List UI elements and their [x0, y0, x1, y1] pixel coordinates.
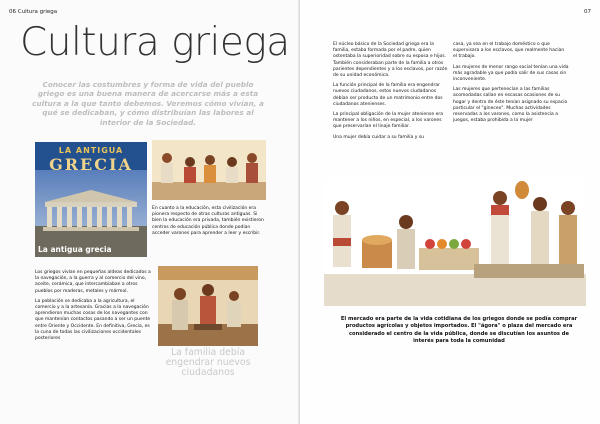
market-scene-image	[324, 178, 586, 306]
book-image-caption: La antigua grecia	[38, 245, 112, 254]
family-column-1	[333, 42, 449, 145]
family-scene-image	[158, 266, 258, 346]
woman-duty-paragraph: Una mujer debía cuidar a su familia y su	[333, 134, 425, 140]
family-illustration	[158, 266, 258, 346]
intro-paragraph: Conocer las costumbres y forma de vida del pueblo griego es una buena manera de acercarse más a esta cultura a la que tanto debemos. Veremos cómo vivían, a qué se dedicaban, y cómo distribuían las labores al interior de la Sociedad.	[32, 80, 264, 127]
family-function-paragraph: La función principal de la familia era engendrar nuevos ciudadanos, estos nuevos ciudadanos debían ser producto de un matrimonio entre dos ciudadanos atenienses.	[333, 83, 443, 107]
right-page	[300, 0, 600, 424]
housework-paragraph: casa, ya sea en el trabajo doméstico o que supervisara a los esclavos, que realmente hacían el trabajo.	[453, 42, 565, 60]
right-page-number: 07	[584, 9, 591, 15]
wealthy-women-paragraph: Las mujeres que pertenecían a las familias acomodadas salían en escasas ocasiones de su hogar y dentro de éste tenían asignado su espacio particular el "gineceo". Muchas actividades reservadas a los varones, como la asistencia a juegos, estaba prohibida a la mujer	[453, 87, 568, 124]
woman-obligation-paragraph: La principal obligación de la mujer ateniense era mantener a los niños, en especial, a los varones que preservarían el linaje familiar.	[333, 112, 443, 130]
villages-paragraph: Los griegos vivían en pequeñas aldeas dedicados a la navegación, a la guerra y al comercio del vino, aceite, cerámica, que intercambiaban a otros pueblos por maderas, metales y mármol.	[35, 270, 151, 294]
education-paragraph: En cuanto a la educación, esta civilización era pionera respecto de otras culturas antiguas. Si bien la educación era privada, también existieron centros de educación pública donde podían acceder varones para aprender a leer y escribir.	[152, 206, 264, 236]
left-page-header: 06 Cultura griega	[9, 9, 58, 15]
family-column-2	[453, 42, 569, 128]
lower-class-women-paragraph: Las mujeres de menor rango social tenían una vida más agradable ya que podía salir de sus casas sin inconveniente.	[453, 64, 569, 83]
market-caption: El mercado era parte de la vida cotidiana de los griegos donde se podía comprar productos agrícolas y objetos importados. El "ágora" o plaza del mercado era considerado el centro de la vida pública, donde se discutían los asuntos de interés para toda la comunidad	[340, 316, 578, 344]
market-illustration	[324, 178, 586, 306]
agriculture-paragraph: La población se dedicaba a la agricultura, el comercio y a la artesanía. Gracias a la navegación aprendieron muchas cosas de los navegantes con que mantenían contactos pasando a ser un puente entre Oriente y Occidente. En definitiva, Grecia, es la cuna de todas las civilizaciones occidentales posteriores	[35, 298, 151, 342]
family-caption: La familia debía engendrar nuevos ciudadanos	[165, 347, 251, 379]
antigua-grecia-book-image	[35, 142, 147, 257]
family-nucleus-paragraph: El núcleo básico de la Sociedad griega era la familia, estaba formada por el padre, quien ostentaba la superioridad sobre su esposa e hijos. También consideraban parte de la familia a otros parientes dependientes y a los esclavos, por razón de su unidad económica.	[333, 42, 448, 79]
students-illustration	[152, 140, 266, 200]
book-cover-title-line1: LA ANTIGUA	[58, 146, 124, 155]
page-title: Cultura griega	[20, 20, 290, 65]
education-scene-image	[152, 140, 266, 200]
book-cover-title-line2: GRECIA	[49, 155, 133, 174]
left-column-text	[35, 270, 153, 346]
